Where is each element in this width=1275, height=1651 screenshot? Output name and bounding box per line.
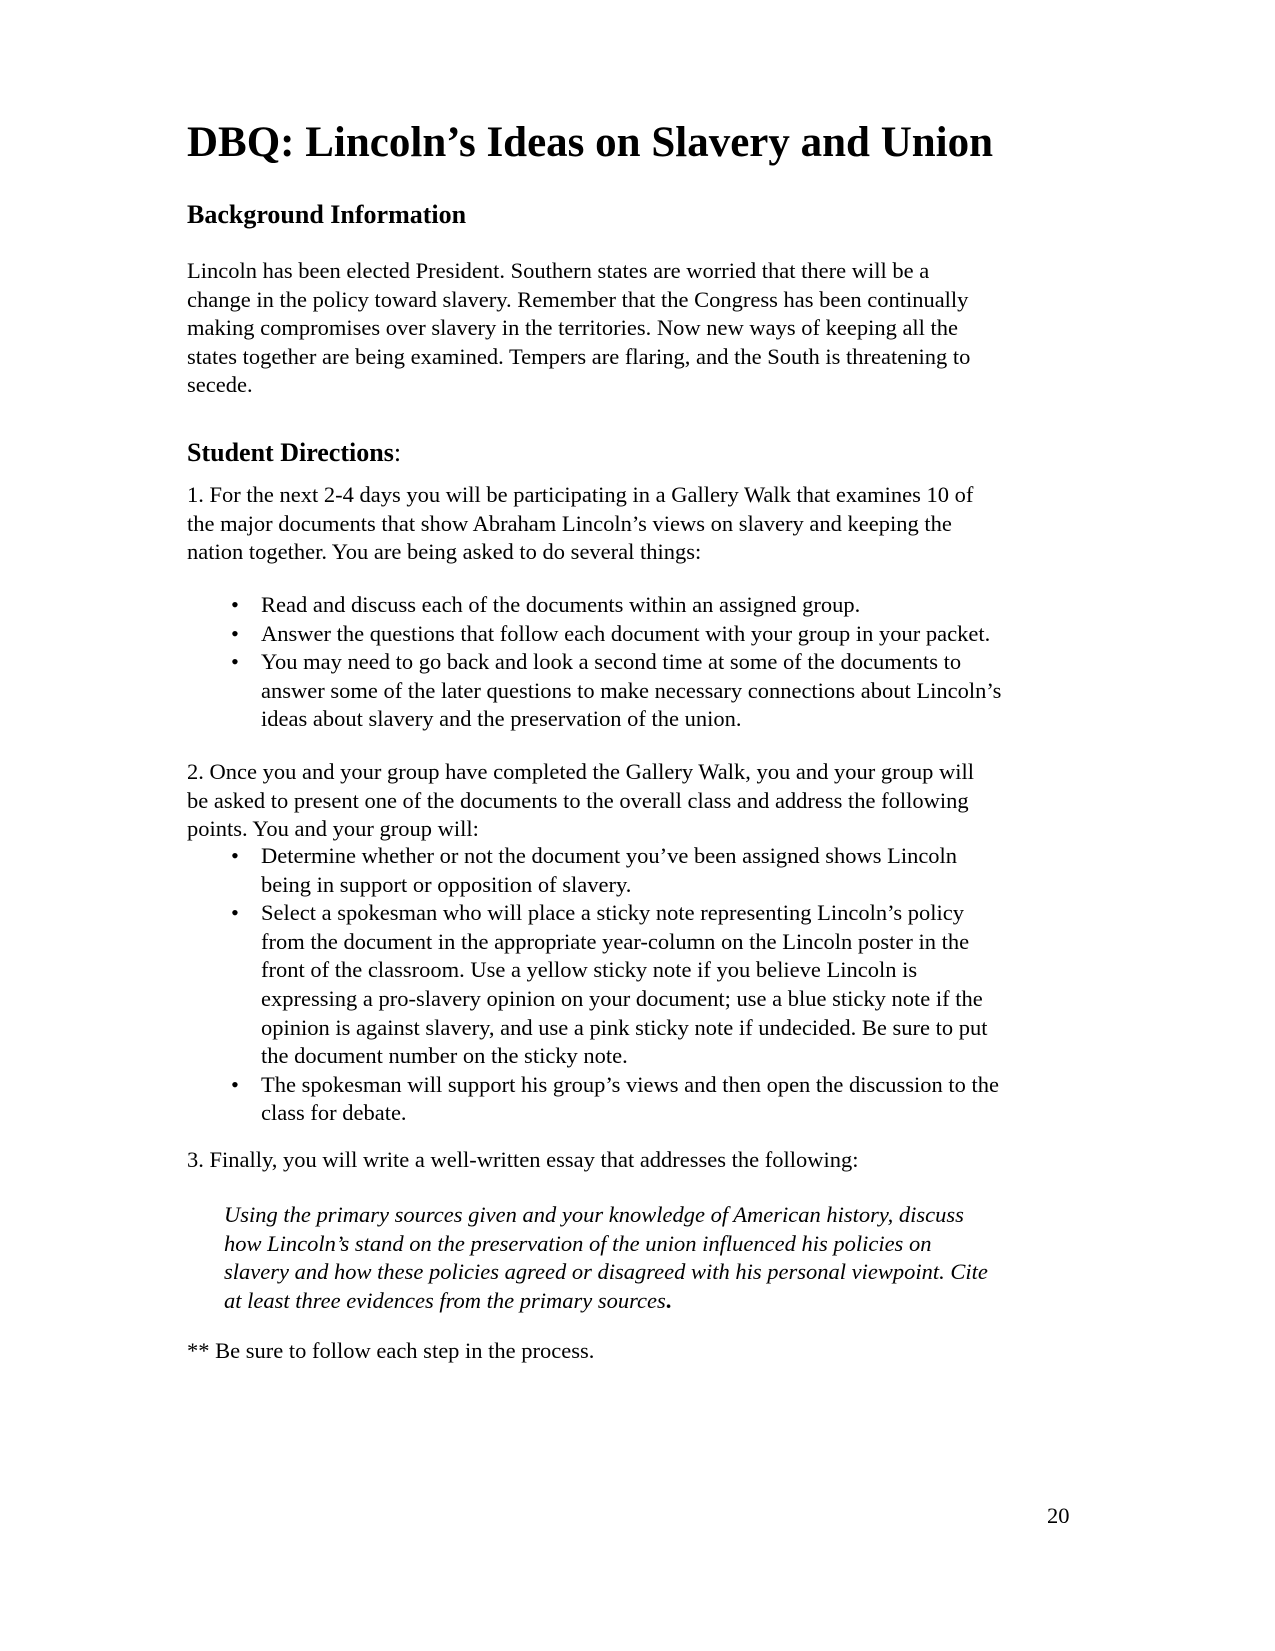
list-item-line: from the document in the appropriate year-column on the Lincoln poster in the [261, 928, 970, 954]
list-item-line: Read and discuss each of the documents within an assigned group. [261, 592, 861, 617]
page-number: 20 [1047, 1503, 1070, 1528]
step-3-paragraph [187, 1146, 859, 1175]
essay-prompt [224, 1201, 988, 1315]
bullet-icon: • [231, 900, 239, 926]
bullet-icon: • [231, 843, 239, 868]
paragraph-line: nation together. You are being asked to do several things: [187, 539, 702, 565]
list-item [187, 842, 999, 899]
step-2-paragraph [187, 758, 974, 844]
list-item [187, 899, 999, 1071]
paragraph-line: 3. Finally, you will write a well-written essay that addresses the following: [187, 1147, 859, 1172]
bullet-icon: • [231, 649, 239, 675]
list-item [187, 1071, 999, 1128]
paragraph-line: the major documents that show Abraham Lincoln’s views on slavery and keeping the [187, 510, 952, 536]
paragraph-line: 2. Once you and your group have completed the Gallery Walk, you and your group will [187, 759, 974, 784]
directions-heading-text: Student Directions [187, 438, 394, 467]
list-item-line: ideas about slavery and the preservation of the union. [261, 706, 742, 732]
list-item-line: You may need to go back and look a second time at some of the documents to [261, 649, 962, 675]
step-2-bullet-list [187, 842, 999, 1128]
list-item-line: answer some of the later questions to make necessary connections about Lincoln’s [261, 677, 1002, 703]
directions-heading-colon: : [393, 438, 402, 467]
paragraph-line: points. You and your group will: [187, 816, 479, 842]
paragraph-line: Lincoln has been elected President. Southern states are worried that there will be a [187, 258, 930, 283]
step-1-bullet-list [187, 591, 1001, 734]
essay-prompt-line-text: at least three evidences from the primary sources [224, 1287, 666, 1313]
list-item-line: Select a spokesman who will place a sticky note representing Lincoln’s policy [261, 900, 964, 926]
background-heading: Background Information [187, 200, 467, 229]
final-note [187, 1337, 594, 1366]
essay-prompt-line: slavery and how these policies agreed or disagreed with his personal viewpoint. Cite [224, 1259, 988, 1285]
essay-prompt-line: Using the primary sources given and your knowledge of American history, discuss [224, 1202, 964, 1227]
list-item-line: class for debate. [261, 1100, 407, 1126]
paragraph-line: be asked to present one of the documents to the overall class and address the following [187, 787, 969, 813]
paragraph-line: secede. [187, 372, 253, 398]
essay-prompt-period: . [665, 1287, 672, 1313]
list-item [187, 620, 1001, 649]
step-1-paragraph [187, 481, 973, 567]
list-item-line: Answer the questions that follow each document with your group in your packet. [261, 620, 991, 646]
list-item [187, 591, 1001, 620]
background-paragraph [187, 257, 970, 400]
paragraph-line: 1. For the next 2-4 days you will be participating in a Gallery Walk that examines 10 of [187, 482, 974, 507]
bullet-icon: • [231, 620, 239, 646]
directions-heading [187, 438, 401, 468]
list-item-line: expressing a pro-slavery opinion on your document; use a blue sticky note if the [261, 985, 983, 1011]
paragraph-line: ** Be sure to follow each step in the process. [187, 1338, 595, 1363]
list-item [187, 648, 1001, 734]
page-title: DBQ: Lincoln’s Ideas on Slavery and Union [187, 119, 994, 166]
essay-prompt-line [224, 1287, 988, 1316]
paragraph-line: change in the policy toward slavery. Remember that the Congress has been continually [187, 286, 969, 312]
bullet-icon: • [231, 592, 239, 617]
list-item-line: front of the classroom. Use a yellow sticky note if you believe Lincoln is [261, 957, 918, 983]
list-item-line: being in support or opposition of slavery. [261, 871, 632, 897]
list-item-line: The spokesman will support his group’s views and then open the discussion to the [261, 1071, 1000, 1097]
list-item-line: opinion is against slavery, and use a pink sticky note if undecided. Be sure to put [261, 1014, 988, 1040]
paragraph-line: making compromises over slavery in the territories. Now new ways of keeping all the [187, 315, 959, 341]
paragraph-line: states together are being examined. Tempers are flaring, and the South is threatening to [187, 343, 971, 369]
bullet-icon: • [231, 1071, 239, 1097]
essay-prompt-line: how Lincoln’s stand on the preservation of the union influenced his policies on [224, 1230, 932, 1256]
list-item-line: Determine whether or not the document you’ve been assigned shows Lincoln [261, 843, 958, 868]
list-item-line: the document number on the sticky note. [261, 1043, 628, 1069]
